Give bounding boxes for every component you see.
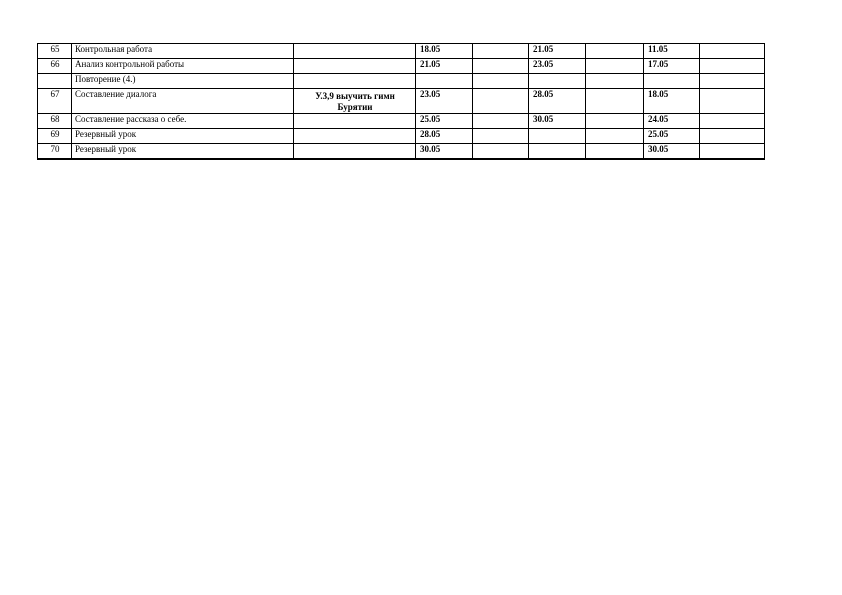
lesson-topic: Анализ контрольной работы — [72, 59, 294, 74]
date-cell: 21.05 — [416, 59, 473, 74]
table-row — [38, 114, 765, 129]
lesson-topic: Контрольная работа — [72, 44, 294, 59]
table-row — [38, 129, 765, 144]
table-row — [38, 144, 765, 160]
lesson-number: 67 — [38, 89, 72, 114]
date-cell: 25.05 — [644, 129, 700, 144]
empty-cell — [586, 144, 644, 160]
lesson-topic: Резервный урок — [72, 144, 294, 160]
homework-cell — [294, 74, 416, 89]
table-row — [38, 74, 765, 89]
lesson-number: 68 — [38, 114, 72, 129]
empty-cell — [473, 129, 529, 144]
date-cell: 18.05 — [644, 89, 700, 114]
date-cell: 30.05 — [644, 144, 700, 160]
empty-cell — [586, 44, 644, 59]
empty-cell — [586, 129, 644, 144]
empty-cell — [700, 74, 765, 89]
date-cell: 24.05 — [644, 114, 700, 129]
date-cell: 23.05 — [416, 89, 473, 114]
homework-cell — [294, 44, 416, 59]
homework-cell — [294, 59, 416, 74]
empty-cell — [700, 144, 765, 160]
lesson-number: 66 — [38, 59, 72, 74]
empty-cell — [473, 144, 529, 160]
lesson-plan-table — [37, 43, 765, 160]
section-heading: Повторение (4.) — [72, 74, 294, 89]
lesson-number: 69 — [38, 129, 72, 144]
date-cell — [529, 144, 586, 160]
lesson-topic: Резервный урок — [72, 129, 294, 144]
date-cell: 17.05 — [644, 59, 700, 74]
table-row — [38, 59, 765, 74]
empty-cell — [473, 59, 529, 74]
date-cell: 28.05 — [529, 89, 586, 114]
empty-cell — [473, 74, 529, 89]
date-cell: 11.05 — [644, 44, 700, 59]
table-row — [38, 44, 765, 59]
empty-cell — [586, 59, 644, 74]
homework-cell — [294, 129, 416, 144]
date-cell: 25.05 — [416, 114, 473, 129]
lesson-number: 65 — [38, 44, 72, 59]
date-cell: 30.05 — [529, 114, 586, 129]
homework-cell — [294, 114, 416, 129]
empty-cell — [700, 129, 765, 144]
empty-cell — [586, 114, 644, 129]
empty-cell — [700, 89, 765, 114]
date-cell — [644, 74, 700, 89]
lesson-topic: Составление диалога — [72, 89, 294, 114]
date-cell: 18.05 — [416, 44, 473, 59]
lesson-number: 70 — [38, 144, 72, 160]
date-cell — [529, 129, 586, 144]
empty-cell — [586, 89, 644, 114]
homework-cell — [294, 144, 416, 160]
date-cell: 23.05 — [529, 59, 586, 74]
lesson-number — [38, 74, 72, 89]
homework-cell: У.3,9 выучить гимн Бурятии — [294, 89, 416, 114]
empty-cell — [473, 89, 529, 114]
date-cell: 21.05 — [529, 44, 586, 59]
date-cell: 30.05 — [416, 144, 473, 160]
date-cell — [416, 74, 473, 89]
empty-cell — [473, 114, 529, 129]
table-row — [38, 89, 765, 114]
empty-cell — [700, 59, 765, 74]
lesson-topic: Составление рассказа о себе. — [72, 114, 294, 129]
date-cell: 28.05 — [416, 129, 473, 144]
empty-cell — [700, 114, 765, 129]
empty-cell — [700, 44, 765, 59]
empty-cell — [586, 74, 644, 89]
empty-cell — [473, 44, 529, 59]
date-cell — [529, 74, 586, 89]
